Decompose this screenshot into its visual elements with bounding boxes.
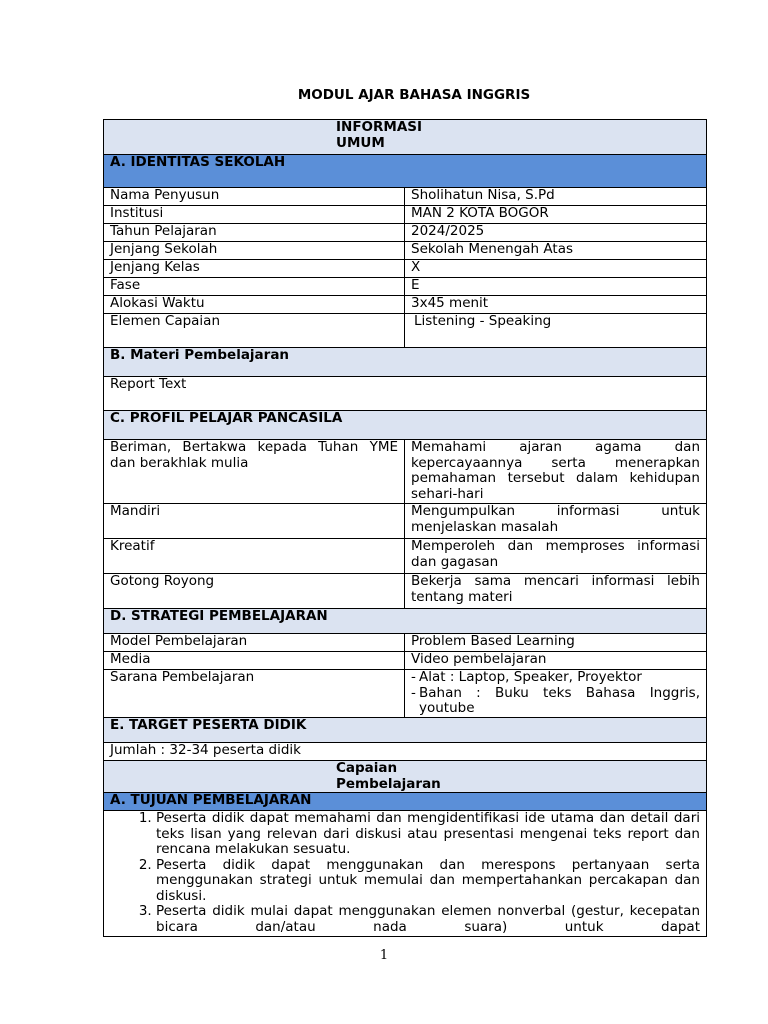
- table-row: [104, 242, 707, 260]
- table-row: [104, 539, 707, 574]
- table-row: [104, 670, 707, 718]
- table-row: [104, 206, 707, 224]
- table-row: [104, 296, 707, 314]
- table-row: [104, 278, 707, 296]
- identitas-heading-row: [104, 155, 707, 188]
- row-label: Tahun Pelajaran: [104, 224, 405, 242]
- row-value: 3x45 menit: [405, 296, 707, 314]
- materi-heading: B. Materi Pembelajaran: [104, 348, 707, 377]
- strategi-heading: D. STRATEGI PEMBELAJARAN: [104, 609, 707, 634]
- row-label: Fase: [104, 278, 405, 296]
- row-label: Elemen Capaian: [104, 314, 405, 348]
- row-value: Bekerja sama mencari informasi lebih tentang materi: [405, 574, 707, 609]
- capaian-heading: Capaian Pembelajaran: [104, 761, 707, 793]
- row-value: Sekolah Menengah Atas: [405, 242, 707, 260]
- row-value: X: [405, 260, 707, 278]
- table-row: [104, 314, 707, 348]
- row-value: Sholihatun Nisa, S.Pd: [405, 188, 707, 206]
- materi-heading-row: [104, 348, 707, 377]
- sarana-list: [411, 670, 700, 717]
- tujuan-content: [104, 811, 707, 937]
- profil-heading: C. PROFIL PELAJAR PANCASILA: [104, 411, 707, 440]
- row-label: Jenjang Kelas: [104, 260, 405, 278]
- tujuan-heading-row: [104, 793, 707, 811]
- table-row: [104, 574, 707, 609]
- list-item: 3. Peserta didik mulai dapat menggunakan elemen nonverbal (gestur, kecepatan bicara dan/atau nada suara) untuk dapat: [156, 904, 700, 935]
- capaian-row: [104, 761, 707, 793]
- table-row: [104, 504, 707, 539]
- row-value: Memahami ajaran agama dan kepercayaannya serta menerapkan pemahaman tersebut dalam kehidupan sehari-hari: [405, 440, 707, 504]
- target-value: Jumlah : 32-34 peserta didik: [104, 743, 707, 761]
- row-label: Nama Penyusun: [104, 188, 405, 206]
- table-row: [104, 260, 707, 278]
- row-value: Listening - Speaking: [405, 314, 707, 348]
- row-value: Problem Based Learning: [405, 634, 707, 652]
- row-label: Alokasi Waktu: [104, 296, 405, 314]
- row-value: [405, 670, 707, 718]
- row-label: Mandiri: [104, 504, 405, 539]
- row-label: Kreatif: [104, 539, 405, 574]
- target-heading: E. TARGET PESERTA DIDIK: [104, 718, 707, 743]
- target-heading-row: [104, 718, 707, 743]
- tujuan-row: [104, 811, 707, 937]
- row-label: Institusi: [104, 206, 405, 224]
- row-value: E: [405, 278, 707, 296]
- document-title: MODUL AJAR BAHASA INGGRIS: [297, 87, 531, 103]
- target-row: [104, 743, 707, 761]
- list-item: - Alat : Laptop, Speaker, Proyektor: [411, 670, 700, 686]
- materi-row: [104, 377, 707, 411]
- tujuan-list: [110, 811, 700, 935]
- row-label: Sarana Pembelajaran: [104, 670, 405, 718]
- informasi-umum-row: [104, 120, 707, 155]
- informasi-umum-heading: INFORMASI UMUM: [104, 120, 707, 155]
- page-number: 1: [379, 948, 389, 963]
- row-label: Model Pembelajaran: [104, 634, 405, 652]
- materi-value: Report Text: [104, 377, 707, 411]
- tujuan-heading: A. TUJUAN PEMBELAJARAN: [104, 793, 707, 811]
- table-row: [104, 634, 707, 652]
- row-value: 2024/2025: [405, 224, 707, 242]
- module-table: [103, 119, 707, 937]
- row-label: Media: [104, 652, 405, 670]
- row-value: Video pembelajaran: [405, 652, 707, 670]
- row-label: Gotong Royong: [104, 574, 405, 609]
- list-item: - Bahan : Buku teks Bahasa Inggris, youtube: [411, 686, 700, 717]
- list-item: 1. Peserta didik dapat memahami dan mengidentifikasi ide utama dan detail dari teks lisan yang relevan dari diskusi atau presentasi mengenai teks report dan rencana melakukan sesuatu.: [156, 811, 700, 858]
- row-value: Mengumpulkan informasi untuk menjelaskan masalah: [405, 504, 707, 539]
- strategi-heading-row: [104, 609, 707, 634]
- row-label: Beriman, Bertakwa kepada Tuhan YME dan berakhlak mulia: [104, 440, 405, 504]
- list-item: 2. Peserta didik dapat menggunakan dan merespons pertanyaan serta menggunakan strategi untuk memulai dan mempertahankan percakapan dan diskusi.: [156, 858, 700, 905]
- row-value: Memperoleh dan memproses informasi dan gagasan: [405, 539, 707, 574]
- row-label: Jenjang Sekolah: [104, 242, 405, 260]
- table-row: [104, 652, 707, 670]
- row-value: MAN 2 KOTA BOGOR: [405, 206, 707, 224]
- table-row: [104, 224, 707, 242]
- table-row: [104, 188, 707, 206]
- table-row: [104, 440, 707, 504]
- profil-heading-row: [104, 411, 707, 440]
- identitas-heading: A. IDENTITAS SEKOLAH: [104, 155, 707, 188]
